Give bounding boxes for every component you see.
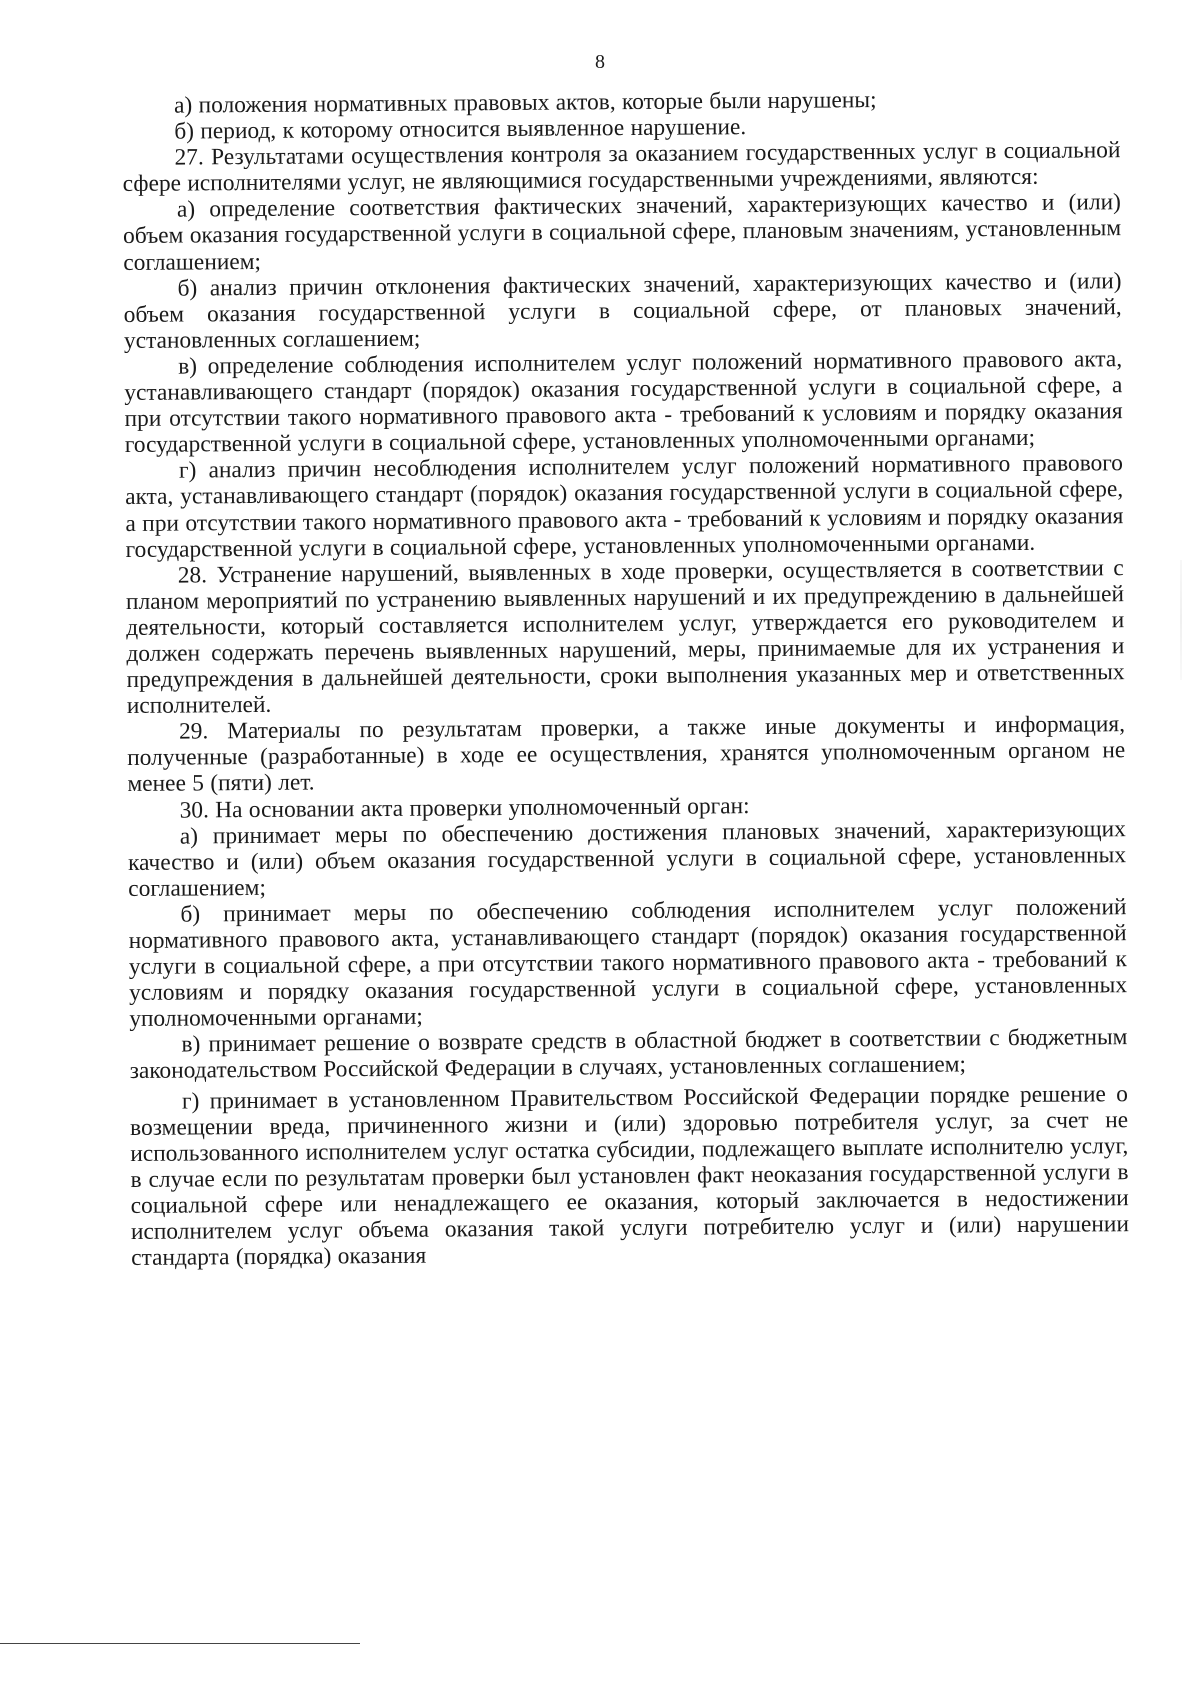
- paragraph-b-violation-period: б) период, к которому относится выявленное нарушение.: [174, 114, 747, 145]
- document-body: [122, 85, 1129, 1271]
- paragraph-30-intro: 30. На основании акта проверки уполномоченный орган:: [179, 792, 750, 824]
- paragraph-29-materials: 29. Материалы по результатам проверки, а также иные документы и информация, полученные (разработанные) в ходе ее осуществления, хранятся уполномоченным органом не менее 5 (пяти) лет.: [127, 711, 1126, 798]
- scan-artifact: [1180, 560, 1182, 680]
- page-number: 8: [595, 51, 605, 73]
- footnote-rule: [0, 1643, 360, 1644]
- paragraph-28-elimination: 28. Устранение нарушений, выявленных в ходе проверки, осуществляется в соответствии с планом мероприятий по устранению выявленных нарушений и их предупреждению в дальнейшей деятельности, который составляется исполнителем услуг, утверждается его руководителем и должен содержать перечень выявленных нарушений, меры, принимаемые для их устранения и предупреждения в дальнейшей деятельности, сроки выполнения указанных мер и ответственных исполнителей.: [125, 554, 1125, 720]
- paragraph-a-violated-provisions: а) положения нормативных правовых актов, которые были нарушены;: [173, 87, 877, 119]
- paragraph-27-b: б) анализ причин отклонения фактических значений, характеризующих качество и (или) объем оказания государственной услуги в социальной сфере, от плановых значений, установленных соглашением;: [123, 267, 1122, 354]
- paragraph-30-a: а) принимает меры по обеспечению достижения плановых значений, характеризующих качество и (или) объем оказания государственной услуги в социальной сфере, установленных соглашением;: [127, 815, 1127, 902]
- paragraph-30-g: г) принимает в установленном Правительством Российской Федерации порядке решение о возмещении вреда, причиненного жизни и (или) здоровью потребителя услуг, за счет не использованного исполнителем услуг остатка субсидии, подлежащего выплате исполнителю услуг, в случае если по результатам проверки был установлен факт неоказания государственной услуги в социальной сфере или ненадлежащего ее оказания, который заключается в недостижении исполнителем услуг объема оказания такой услуги потребителю услуг и (или) нарушении стандарта (порядка) оказания: [130, 1080, 1130, 1272]
- paragraph-27-a: а) определение соответствия фактических значений, характеризующих качество и (или) объем оказания государственной услуги в социальной сфере, плановым значениям, установленным соглашением;: [123, 189, 1122, 276]
- paragraph-30-v: в) принимает решение о возврате средств в областной бюджет в соответствии с бюджетным законодательством Российской Федерации в случаях, установленных соглашением;: [129, 1024, 1128, 1085]
- paragraph-27-control-results: 27. Результатами осуществления контроля за оказанием государственных услуг в социальной сфере исполнителями услуг, не являющимися государственными учреждениями, являются:: [122, 137, 1121, 198]
- paragraph-30-b: б) принимает меры по обеспечению соблюдения исполнителем услуг положений нормативного правового акта, устанавливающего стандарт (порядок) оказания государственной услуги в социальной сфере, а при отсутствии такого нормативного правового акта - требований к условиям и порядку оказания государственной услуги в социальной сфере, установленных уполномоченными органами;: [128, 894, 1128, 1033]
- paragraph-27-g: г) анализ причин несоблюдения исполнителем услуг положений нормативного правового акта, устанавливающего стандарт (порядок) оказания государственной услуги в социальной сфере, а при отсутствии такого нормативного правового акта - требований к условиям и порядку оказания государственной услуги в социальной сфере, установленных уполномоченными органами.: [125, 450, 1124, 563]
- paragraph-27-v: в) определение соблюдения исполнителем услуг положений нормативного правового акта, устанавливающего стандарт (порядок) оказания государственной услуги в социальной сфере, а при отсутствии такого нормативного правового акта - требований к условиям и порядку оказания государственной услуги в социальной сфере, установленных уполномоченными органами;: [124, 346, 1123, 459]
